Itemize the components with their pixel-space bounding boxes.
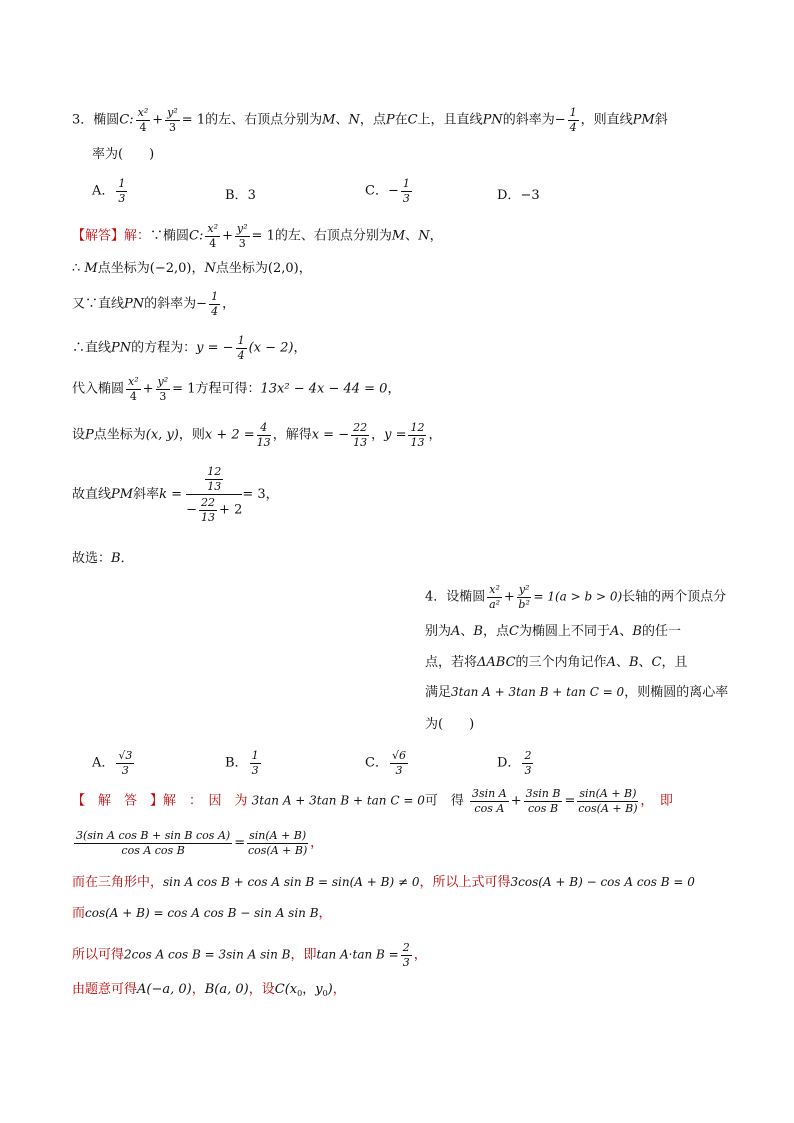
solution-tag: 【解答】 <box>72 228 125 244</box>
q4-number: 4． <box>425 589 447 605</box>
slope-complex-fraction: $\frac{12}{13}$ − $\frac{22}{13}$ + 2 <box>186 465 243 524</box>
q3-number: 3． <box>72 112 94 128</box>
sol3-line8: 故选：B． <box>72 551 134 566</box>
q4-line2: 别为A、B，点C为椭圆上不同于A、B的任一 <box>425 624 681 639</box>
q3-option-b[interactable]: B．3 <box>225 188 256 203</box>
q4-line4: 满足3tan A + 3tan B + tan C = 0，则椭圆的离心率 <box>425 685 729 700</box>
q4-line1: 4．设椭圆 $\frac{\text{x²}}{\text{a²}}$ + $\frac{\text{y²}}{\text{b²}}$ = 1(a > b > 0)长轴的两个顶点分 <box>425 583 727 611</box>
sol3-line5: 代入椭圆 $\frac{\text{x²}}{4}$ + $\frac{\text{y²}}{3}$ = 1方程可得：13x² − 4x − 44 = 0， <box>72 375 401 403</box>
q3-line1: 3．椭圆C: $\frac{\text{x²}}{4}$ + $\frac{\text{y²}}{3}$ = 1的左、右顶点分别为M、N，点P在C上，且直线PN的斜率为− $\frac{1}{4}$ ，则直线PM斜 <box>72 106 668 134</box>
sol4-line4: 而cos(A + B) = cos A cos B − sin A sin B， <box>72 906 332 921</box>
solution-tag: 【 解 答 】 <box>72 793 164 809</box>
sol4-line6: 由题意可得A(−a, 0)，B(a, 0)，设$C(x_0$，$y_0$)， <box>72 982 346 998</box>
sol3-line1: 【解答】解：∵椭圆C: $\frac{\text{x²}}{4}$ + $\frac{\text{y²}}{3}$ = 1的左、右顶点分别为M、N， <box>72 222 443 250</box>
q4-line3: 点，若将ΔABC的三个内角记作A、B、C，且 <box>425 655 688 670</box>
sol4-line2: $\frac{\text{3(sin A cos B + sin B cos A)}}{\text{cos A cos B}}$ = $\frac{\sin(A + B)}{\cos(A + B)}$ ， <box>76 829 324 857</box>
q4-option-a[interactable]: A． $\frac{√3}{3}$ <box>92 749 133 777</box>
q3-option-a[interactable]: A． $\frac{1}{3}$ <box>92 177 126 205</box>
sol4-line5: 所以可得2cos A cos B = 3sin A sin B，即tan A·tan B = $\frac{2}{3}$ ， <box>72 941 427 969</box>
q4-option-b[interactable]: B． $\frac{1}{3}$ <box>225 749 259 777</box>
sol3-line6: 设P点坐标为(x, y)，则x + 2 = $\frac{4}{13}$ ，解得x = − $\frac{22}{13}$ ，y = $\frac{12}{13}$ ， <box>72 421 442 449</box>
q3-option-d[interactable]: D．−3 <box>497 188 540 203</box>
sol3-line4: ∴直线PN的方程为：y = − $\frac{1}{4}$ (x − 2)， <box>72 334 307 362</box>
sol3-line3: 又∵直线PN的斜率为− $\frac{1}{4}$ ， <box>72 290 236 318</box>
sol4-line1: 【 解 答 】解 ： 因 为 3tan A + 3tan B + tan C = 0可 得 $\frac{\text{3sin A}}{\text{cos A}}$ + $\frac{\text{3sin B}}{\text{cos B}}$ = $\frac{\sin(A + B)}{\cos(A + B)}$ ， 即 <box>72 787 673 815</box>
q3-slope-fraction: $\frac{1}{4}$ <box>569 106 577 134</box>
q4-line5: 为( ) <box>425 717 475 732</box>
sol4-line3: 而在三角形中，sin A cos B + cos A sin B = sin(A + B) ≠ 0，所以上式可得3cos(A + B) − cos A cos B = 0 <box>72 875 695 890</box>
sol3-line2: ∴ M点坐标为(−2,0)，N点坐标为(2,0)， <box>72 261 312 276</box>
q4-option-d[interactable]: D． $\frac{2}{3}$ <box>497 749 532 777</box>
q3-line2: 率为( ) <box>92 147 155 162</box>
q3-fraction-y: $\frac{\text{y²}}{3}$ <box>167 106 178 134</box>
q3-option-c[interactable]: C．− $\frac{1}{3}$ <box>365 177 410 205</box>
sol3-line7: 故直线PM斜率k = $\frac{12}{13}$ − $\frac{22}{13}$ + 2 = 3， <box>72 465 279 524</box>
q4-option-c[interactable]: C． $\frac{√6}{3}$ <box>365 749 406 777</box>
q3-fraction-x: $\frac{\text{x²}}{4}$ <box>137 106 149 134</box>
